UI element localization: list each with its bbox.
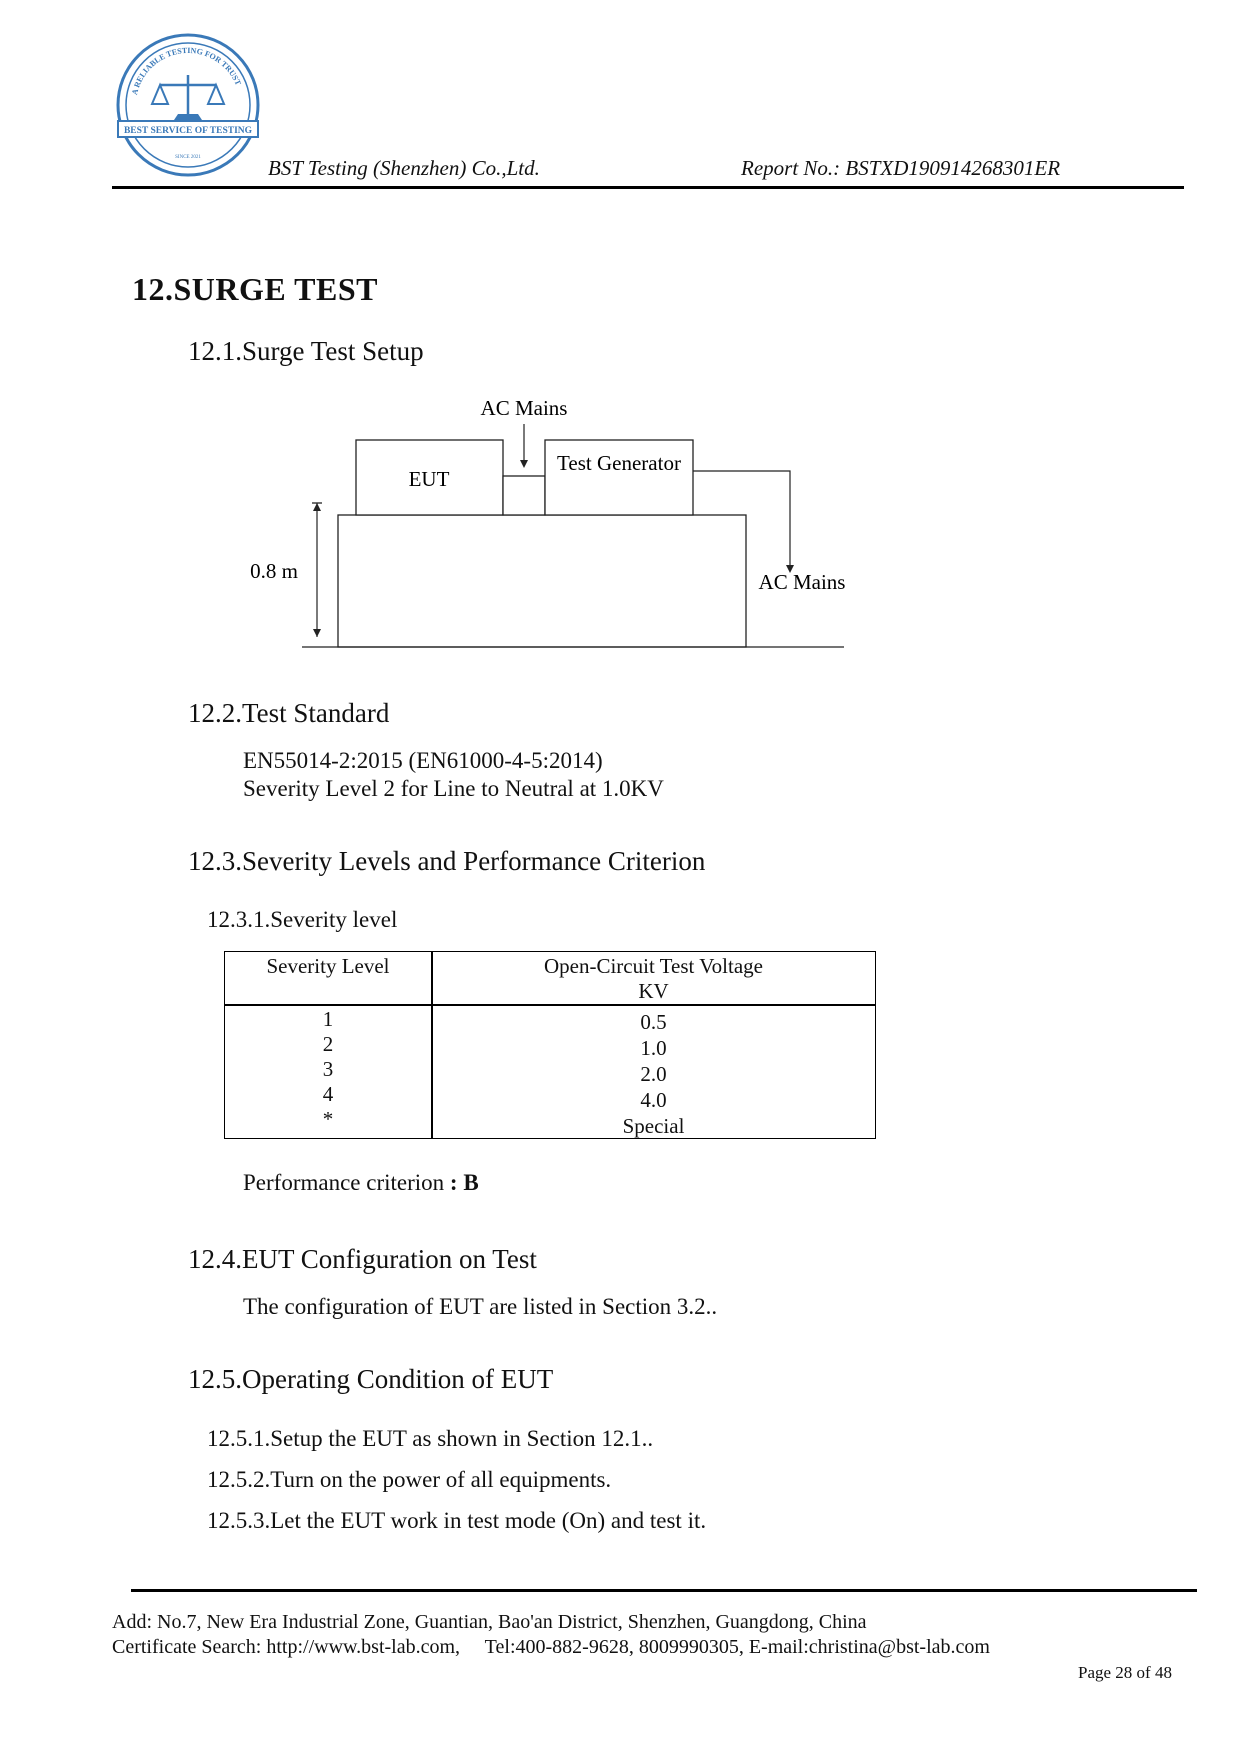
header-company-name: BST Testing (Shenzhen) Co.,Ltd.: [268, 156, 540, 180]
performance-criterion: [243, 1170, 479, 1196]
svg-text:A RELIABLE TESTING FOR TRUST: [130, 46, 243, 96]
table-cell: 1: [322, 1007, 334, 1031]
standard-line-2: Severity Level 2 for Line to Neutral at 1.0KV: [243, 776, 664, 801]
table-cell: Special: [622, 1114, 685, 1138]
header-report-number: Report No.: BSTXD190914268301ER: [741, 156, 1061, 180]
performance-criterion-label: Performance criterion: [243, 1170, 445, 1195]
operating-step: 12.5.1.Setup the EUT as shown in Section 12.1..: [207, 1426, 654, 1451]
company-logo: [114, 30, 262, 180]
test-generator-label: Test Generator: [557, 451, 681, 475]
operating-heading: 12.5.Operating Condition of EUT: [188, 1364, 554, 1394]
table-cell: 4.0: [640, 1088, 667, 1112]
table-cell: *: [322, 1107, 334, 1131]
table-cell: 0.5: [640, 1010, 667, 1034]
severity-table: [224, 951, 876, 1139]
config-text: The configuration of EUT are listed in Section 3.2..: [243, 1294, 718, 1319]
table-cell: 1.0: [640, 1036, 667, 1060]
table-header-voltage-unit: KV: [638, 979, 669, 1003]
severity-subheading: 12.3.1.Severity level: [207, 907, 398, 932]
config-heading: 12.4.EUT Configuration on Test: [188, 1244, 537, 1274]
table-box: [338, 515, 746, 647]
footer-certificate: Certificate Search: http://www.bst-lab.com, Tel:400-882-9628, 8009990305, E-mail:christina@bst-lab.com: [112, 1636, 990, 1658]
table-header-voltage-line1: Open-Circuit Test Voltage: [543, 954, 763, 978]
coupling-box: [503, 476, 545, 515]
performance-criterion-value: : B: [449, 1170, 479, 1195]
footer-address: Add: No.7, New Era Industrial Zone, Guantian, Bao'an District, Shenzhen, Guangdong, China: [112, 1611, 867, 1633]
severity-heading: 12.3.Severity Levels and Performance Criterion: [188, 846, 706, 876]
logo-banner-text: BEST SERVICE OF TESTING: [123, 126, 253, 136]
header-divider: [112, 186, 1184, 189]
setup-heading: 12.1.Surge Test Setup: [188, 336, 424, 366]
table-cell: 2: [322, 1032, 334, 1056]
table-cell: 4: [322, 1082, 334, 1106]
eut-label: EUT: [408, 467, 450, 491]
section-title: 12.SURGE TEST: [132, 271, 378, 307]
ac-mains-top-label: AC Mains: [480, 396, 568, 420]
logo-since-text: SINCE 2021: [175, 155, 201, 160]
table-voltages-column: [432, 1009, 875, 1139]
page-number: Page 28 of 48: [1078, 1663, 1172, 1682]
down-arrow-icon: [313, 629, 321, 637]
down-arrow-icon: [520, 460, 528, 468]
table-cell: 3: [322, 1057, 334, 1081]
ac-mains-right-label: AC Mains: [758, 570, 846, 594]
surge-setup-diagram: [240, 390, 860, 660]
table-levels-column: [225, 1007, 431, 1132]
operating-step: 12.5.2.Turn on the power of all equipments.: [207, 1467, 612, 1492]
up-arrow-icon: [313, 503, 321, 511]
table-header-voltage: [432, 954, 875, 1004]
footer-divider: [131, 1589, 1197, 1592]
table-cell: 2.0: [640, 1062, 667, 1086]
logo-ring-text: A RELIABLE TESTING FOR TRUST: [130, 45, 243, 96]
table-header-severity: Severity Level: [266, 954, 390, 978]
height-label: 0.8 m: [250, 559, 298, 583]
standard-line-1: EN55014-2:2015 (EN61000-4-5:2014): [243, 748, 603, 773]
standard-heading: 12.2.Test Standard: [188, 698, 390, 728]
operating-step: 12.5.3.Let the EUT work in test mode (On) and test it.: [207, 1508, 707, 1533]
